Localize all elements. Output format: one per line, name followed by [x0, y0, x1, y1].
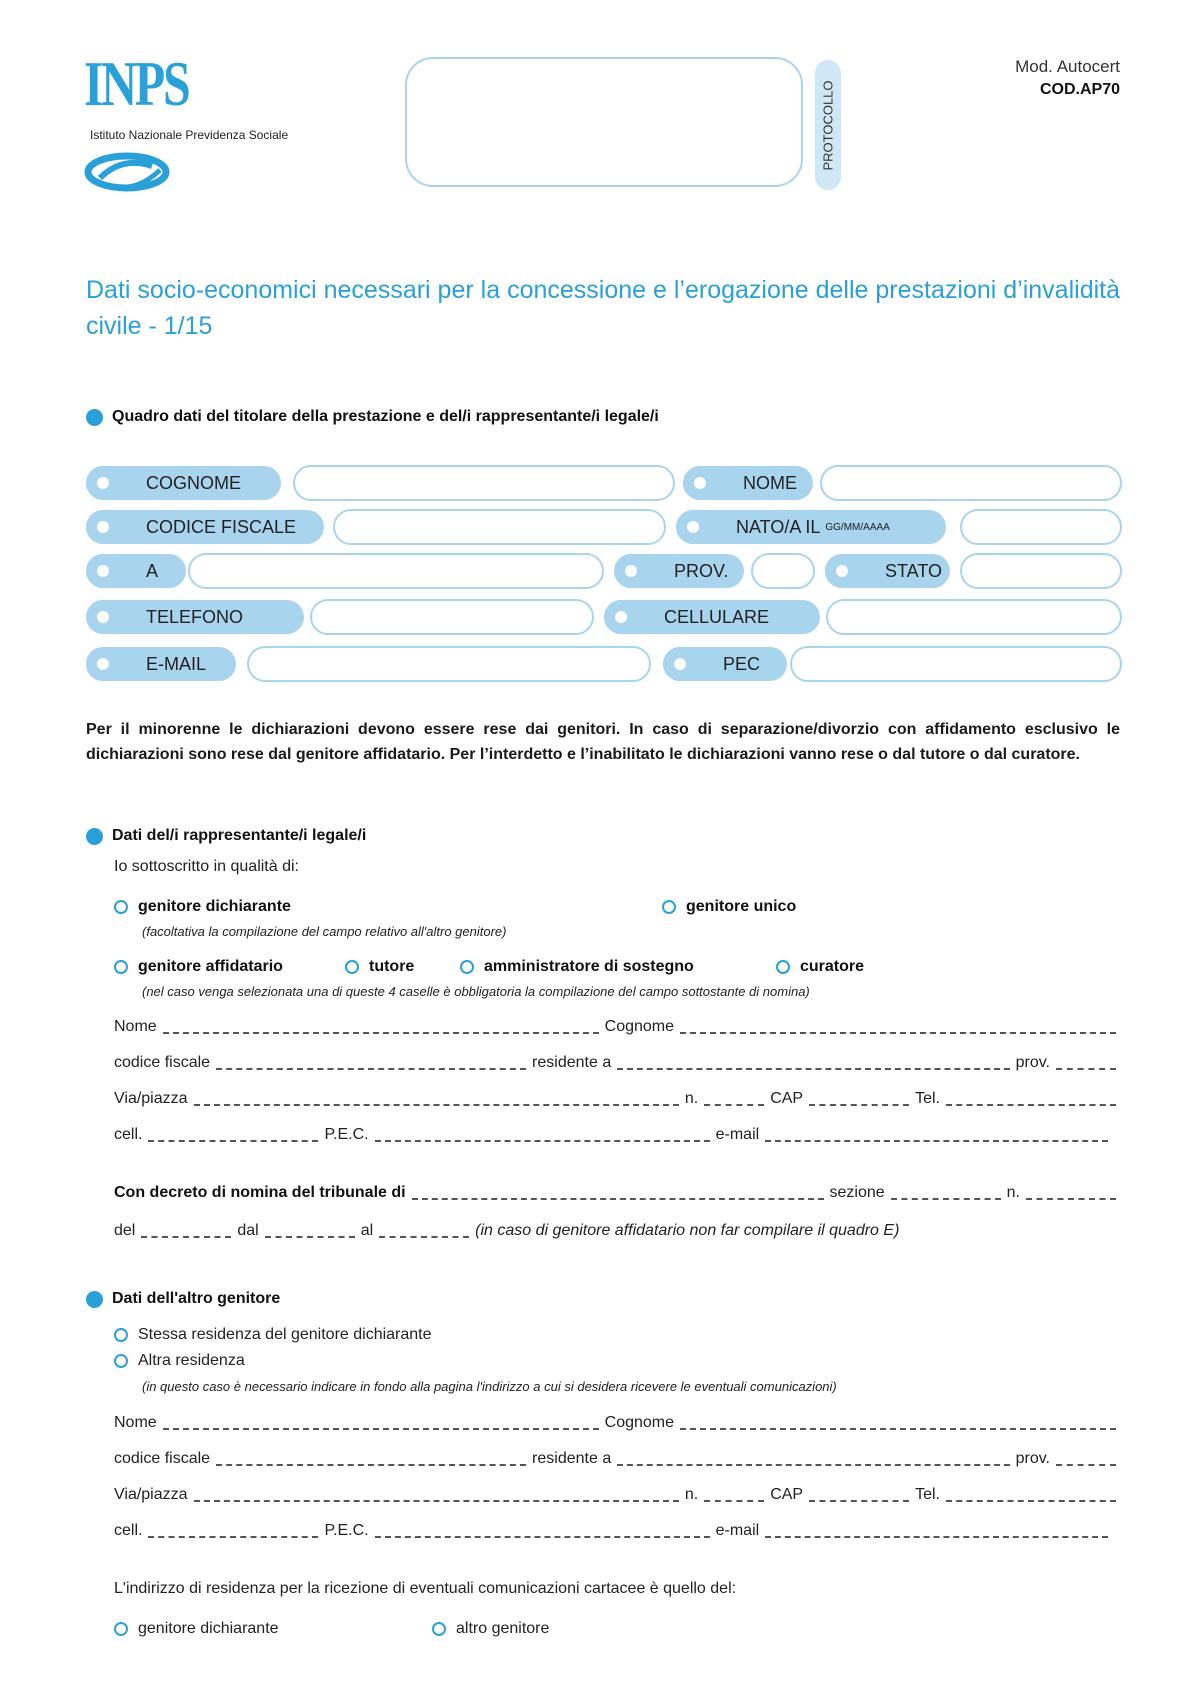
section-altro-genitore-text: Dati dell'altro genitore [112, 1290, 281, 1307]
codice-fiscale-input[interactable] [333, 509, 666, 545]
rappresentante-via-row: Via/piazza n. CAP Tel. [114, 1090, 1122, 1108]
altro-residente-line[interactable] [617, 1452, 1009, 1466]
radio-icon[interactable] [776, 960, 790, 974]
label-prov: PROV. [614, 554, 744, 588]
option-indirizzo-genitore-dichiarante[interactable]: genitore dichiarante [114, 1620, 279, 1638]
radio-icon[interactable] [114, 900, 128, 914]
del-line[interactable] [141, 1224, 231, 1238]
section-bullet-icon [86, 1291, 103, 1308]
stato-input[interactable] [960, 553, 1122, 589]
prov-line[interactable] [1056, 1056, 1116, 1070]
altro-nome-row: Nome Cognome [114, 1414, 1122, 1432]
field-knob-icon [604, 600, 638, 634]
date-nomina-row: del dal al (in caso di genitore affidatario non far compilare il quadro E) [114, 1222, 900, 1239]
field-knob-icon [825, 554, 859, 588]
section-rappresentante-text: Dati del/i rappresentante/i legale/i [112, 827, 367, 844]
minorenne-note: Per il minorenne le dichiarazioni devono essere rese dai genitori. In caso di separazione/divorzio con affidamento esclusivo le dichiarazioni sono rese dal genitore affidatario. Per l’interdetto e l’inabilitato le dichiarazioni vanno rese o dal tutore o dal curatore. [86, 721, 1120, 763]
nato-il-input[interactable] [960, 509, 1122, 545]
cap-line[interactable] [809, 1092, 909, 1106]
altro-email-line[interactable] [765, 1524, 1108, 1538]
field-knob-icon [614, 554, 648, 588]
label-email: E-MAIL [86, 647, 236, 681]
section-titolare-heading [86, 408, 659, 426]
note-facoltativa: (facoltativa la compilazione del campo relativo all'altro genitore) [142, 924, 507, 939]
nome-line[interactable] [163, 1020, 599, 1034]
label-pec: PEC [663, 647, 787, 681]
cellulare-input[interactable] [826, 599, 1122, 635]
altro-prov-line[interactable] [1056, 1452, 1116, 1466]
tel-line[interactable] [946, 1092, 1116, 1106]
option-amministratore[interactable]: amministratore di sostegno [460, 958, 694, 976]
option-curatore[interactable]: curatore [776, 958, 864, 976]
civico-line[interactable] [704, 1092, 764, 1106]
option-genitore-affidatario[interactable]: genitore affidatario [114, 958, 283, 976]
rappresentante-nome-row: Nome Cognome [114, 1018, 1122, 1036]
altro-tel-line[interactable] [946, 1488, 1116, 1502]
altro-cap-line[interactable] [809, 1488, 909, 1502]
field-knob-icon [86, 600, 120, 634]
cognome-input[interactable] [293, 465, 675, 501]
section-altro-genitore-heading [86, 1290, 280, 1308]
altro-cell-row: cell. P.E.C. e-mail [114, 1522, 1114, 1540]
label-nato-il: NATO/A IL GG/MM/AAAA [676, 510, 946, 544]
mod-label: Mod. Autocert [1015, 57, 1120, 76]
field-knob-icon [676, 510, 710, 544]
email-input[interactable] [247, 646, 651, 682]
altro-via-line[interactable] [194, 1488, 679, 1502]
note-nomina: (nel caso venga selezionata una di queste 4 caselle è obbligatoria la compilazione del campo sottostante di nomina) [142, 984, 810, 999]
luogo-nascita-input[interactable] [188, 553, 604, 589]
section-bullet-icon [86, 828, 103, 845]
section-rappresentante-heading [86, 827, 366, 845]
page-title: Dati socio-economici necessari per la concessione e l’erogazione delle prestazioni d’invalidità civile - 1/15 [86, 276, 1120, 340]
field-knob-icon [663, 647, 697, 681]
inps-logo-subtitle: Istituto Nazionale Previdenza Sociale [90, 128, 289, 142]
al-line[interactable] [379, 1224, 469, 1238]
field-knob-icon [683, 466, 717, 500]
radio-icon[interactable] [114, 1354, 128, 1368]
radio-icon[interactable] [432, 1622, 446, 1636]
residente-line[interactable] [617, 1056, 1009, 1070]
field-knob-icon [86, 510, 120, 544]
option-stessa-residenza[interactable]: Stessa residenza del genitore dichiarante [114, 1326, 432, 1344]
section-titolare-text: Quadro dati del titolare della prestazione e del/i rappresentante/i legale/i [112, 408, 659, 425]
altro-codice-fiscale-line[interactable] [216, 1452, 526, 1466]
option-genitore-unico[interactable]: genitore unico [662, 898, 796, 916]
pec-input[interactable] [790, 646, 1122, 682]
cod-label: COD.AP70 [1039, 81, 1120, 98]
inps-emblem-icon [82, 148, 172, 198]
altro-cf-row: codice fiscale residente a prov. [114, 1450, 1122, 1468]
dal-line[interactable] [265, 1224, 355, 1238]
nome-input[interactable] [820, 465, 1122, 501]
via-line[interactable] [194, 1092, 679, 1106]
option-genitore-dichiarante[interactable]: genitore dichiarante [114, 898, 291, 916]
altro-civico-line[interactable] [704, 1488, 764, 1502]
label-codice-fiscale: CODICE FISCALE [86, 510, 324, 544]
radio-icon[interactable] [460, 960, 474, 974]
option-tutore[interactable]: tutore [345, 958, 414, 976]
section-bullet-icon [86, 409, 103, 426]
field-knob-icon [86, 554, 120, 588]
altro-nome-line[interactable] [163, 1416, 599, 1430]
label-nome: NOME [683, 466, 813, 500]
radio-icon[interactable] [114, 1622, 128, 1636]
altro-pec-line[interactable] [375, 1524, 710, 1538]
altro-via-row: Via/piazza n. CAP Tel. [114, 1486, 1122, 1504]
radio-icon[interactable] [345, 960, 359, 974]
label-cellulare: CELLULARE [604, 600, 820, 634]
label-stato: STATO [825, 554, 950, 588]
field-knob-icon [86, 466, 120, 500]
codice-fiscale-line[interactable] [216, 1056, 526, 1070]
numero-line[interactable] [1026, 1186, 1116, 1200]
protocol-stamp-area [405, 57, 803, 187]
label-cognome: COGNOME [86, 466, 281, 500]
inps-logo: INPS [84, 48, 189, 119]
option-indirizzo-altro-genitore[interactable]: altro genitore [432, 1620, 549, 1638]
cell-line[interactable] [148, 1128, 318, 1142]
radio-icon[interactable] [662, 900, 676, 914]
pec-line[interactable] [375, 1128, 710, 1142]
email-line[interactable] [765, 1128, 1108, 1142]
field-knob-icon [86, 647, 120, 681]
decreto-row: Con decreto di nomina del tribunale di sezione n. [114, 1184, 1122, 1202]
radio-icon[interactable] [114, 1328, 128, 1342]
prov-input[interactable] [751, 553, 815, 589]
radio-icon[interactable] [114, 960, 128, 974]
protocol-label: PROTOCOLLO [820, 79, 836, 171]
tribunale-line[interactable] [412, 1186, 824, 1200]
sezione-line[interactable] [891, 1186, 1001, 1200]
label-telefono: TELEFONO [86, 600, 304, 634]
label-a: A [86, 554, 186, 588]
cognome-line[interactable] [680, 1020, 1116, 1034]
qualita-intro: Io sottoscritto in qualità di: [114, 858, 299, 875]
note-altra-residenza: (in questo caso è necessario indicare in fondo alla pagina l'indirizzo a cui si desidera ricevere le eventuali comunicazioni) [142, 1379, 837, 1394]
indirizzo-text: L'indirizzo di residenza per la ricezione di eventuali comunicazioni cartacee è quello del: [114, 1580, 737, 1597]
rappresentante-cf-row: codice fiscale residente a prov. [114, 1054, 1122, 1072]
option-altra-residenza[interactable]: Altra residenza [114, 1352, 245, 1370]
rappresentante-cell-row: cell. P.E.C. e-mail [114, 1126, 1114, 1144]
altro-cognome-line[interactable] [680, 1416, 1116, 1430]
telefono-input[interactable] [310, 599, 594, 635]
altro-cell-line[interactable] [148, 1524, 318, 1538]
